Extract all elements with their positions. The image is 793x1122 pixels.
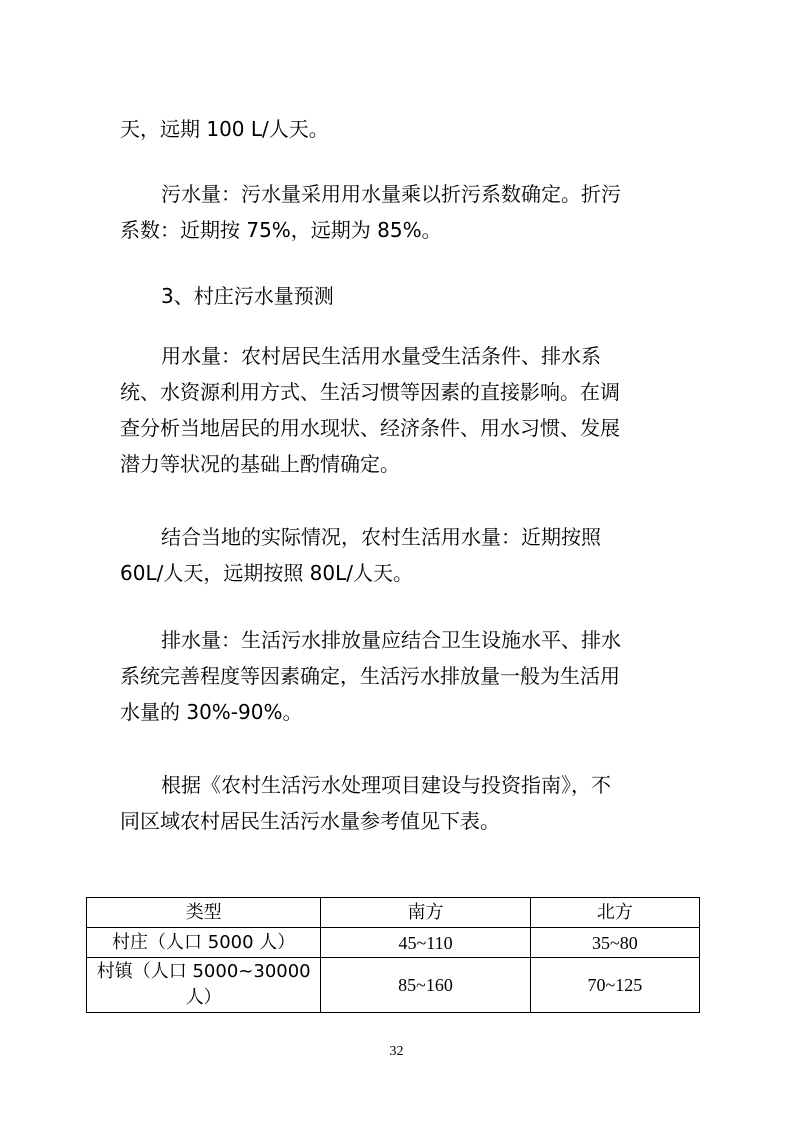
page-number: 32 <box>389 1044 404 1059</box>
text-line: 结合当地的实际情况，农村生活用水量：近期按照 <box>161 525 601 549</box>
text-line: 同区域农村居民生活污水量参考值见下表。 <box>120 809 500 833</box>
paragraph-water-use-tail <box>120 111 680 147</box>
sewage-reference-table <box>86 897 700 1013</box>
cell-type-line: 村庄（人口 5000 人） <box>112 931 296 953</box>
cell-type-line: 村镇（人口 5000~30000 <box>96 961 311 982</box>
cell-north: 70~125 <box>530 958 699 1013</box>
text-line: 污水量：污水量采用用水量乘以折污系数确定。折污 <box>161 182 621 206</box>
text-line: 天，远期 100 L/人天。 <box>120 117 329 141</box>
cell-type <box>87 958 321 1013</box>
text-line: 水量的 30%-90%。 <box>120 700 303 724</box>
header-type: 类型 <box>87 898 321 928</box>
section-heading-village-sewage <box>120 278 680 314</box>
text-line: 统、水资源利用方式、生活习惯等因素的直接影响。在调 <box>120 380 620 404</box>
text-line: 系数：近期按 75%，远期为 85%。 <box>120 218 442 242</box>
text-line: 查分析当地居民的用水现状、经济条件、用水习惯、发展 <box>120 416 620 440</box>
paragraph-guideline-reference <box>120 767 680 839</box>
cell-south: 45~110 <box>321 928 530 958</box>
cell-north: 35~80 <box>530 928 699 958</box>
table-header-row <box>87 898 700 928</box>
cell-type <box>87 928 321 958</box>
text-line: 潜力等状况的基础上酌情确定。 <box>120 452 400 476</box>
section-heading: 3、村庄污水量预测 <box>161 284 334 308</box>
cell-type-line: 人） <box>185 987 222 1008</box>
text-line: 根据《农村生活污水处理项目建设与投资指南》，不 <box>161 773 611 797</box>
text-line: 用水量：农村居民生活用水量受生活条件、排水系 <box>161 344 601 368</box>
text-line: 系统完善程度等因素确定，生活污水排放量一般为生活用 <box>120 664 620 688</box>
cell-south: 85~160 <box>321 958 530 1013</box>
text-line: 排水量：生活污水排放量应结合卫生设施水平、排水 <box>161 628 621 652</box>
paragraph-sewage-volume <box>120 176 680 248</box>
paragraph-local-conditions <box>120 519 680 591</box>
header-south: 南方 <box>321 898 530 928</box>
table-row <box>87 958 700 1013</box>
text-line: 60L/人天，远期按照 80L/人天。 <box>120 561 414 585</box>
paragraph-discharge-volume <box>120 622 680 730</box>
table-row <box>87 928 700 958</box>
header-north: 北方 <box>530 898 699 928</box>
paragraph-rural-water-use <box>120 338 680 482</box>
